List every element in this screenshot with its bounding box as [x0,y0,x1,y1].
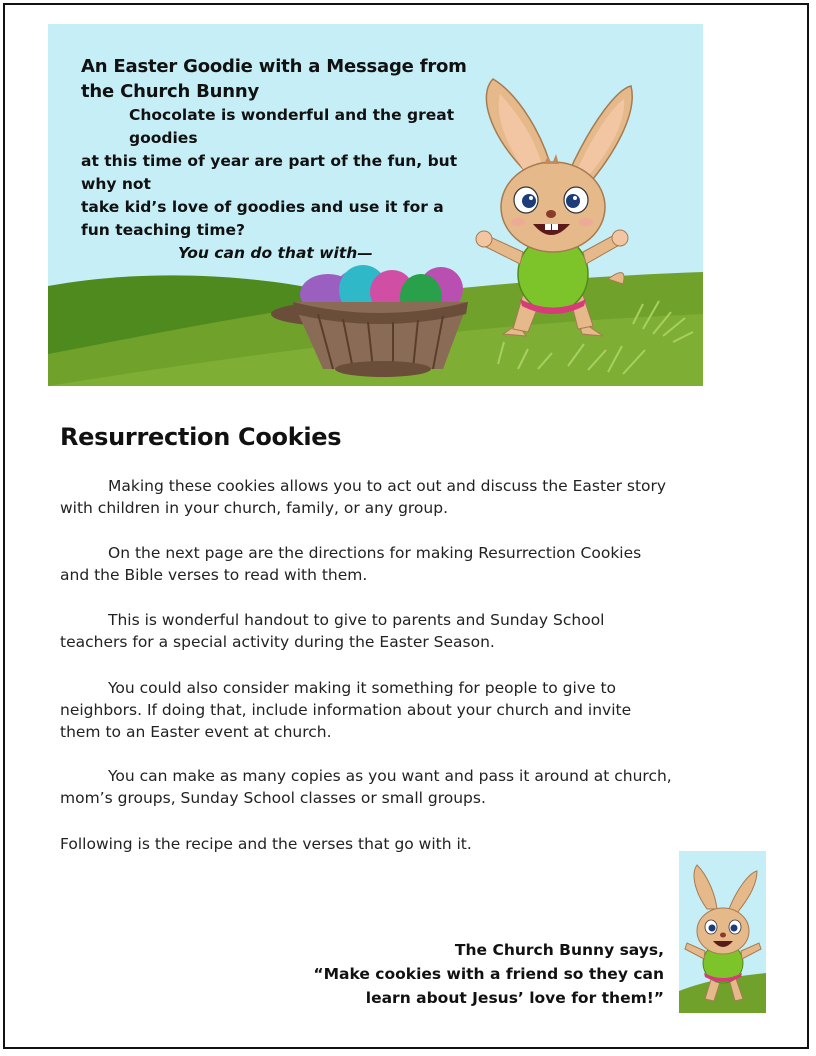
header-banner [48,24,703,386]
church-bunny-quote [313,938,664,1010]
quote-line-3: learn about Jesus’ love for them!” [365,989,664,1007]
paragraph-text: Making these cookies allows you to act out and discuss the Easter story with children in your church, family, or any group. [60,477,667,517]
banner-title-line-2: the Church Bunny [81,81,260,102]
paragraph-text: This is wonderful handout to give to parents and Sunday School teachers for a special activity during the Easter Season. [60,611,605,651]
banner-call-to-action: You can do that with— [178,244,373,262]
paragraph-text: On the next page are the directions for making Resurrection Cookies and the Bible verses to read with them. [60,544,642,584]
quote-line-1: The Church Bunny says, [454,941,664,959]
paragraph [60,609,675,653]
banner-body-line: at this time of year are part of the fun, but why not [81,152,458,193]
paragraph-text: You could also consider making it something for people to give to neighbors. If doing that, include information about your church and invite them to an Easter event at church. [60,679,632,741]
banner-body-line: Chocolate is wonderful and the great goodies [129,106,455,147]
banner-text [81,54,481,265]
banner-body-line: take kid’s love of goodies and use it for a [81,198,444,216]
article-title: Resurrection Cookies [60,423,342,451]
banner-body [81,104,481,265]
banner-title [81,54,481,104]
paragraph-text: You can make as many copies as you want and pass it around at church, mom’s groups, Sunday School classes or small groups. [60,767,672,807]
banner-body-line: fun teaching time? [81,221,246,239]
banner-title-line-1: An Easter Goodie with a Message from [81,56,467,77]
quote-line-2: “Make cookies with a friend so they can [313,965,664,983]
paragraph [60,542,675,586]
paragraph-text: Following is the recipe and the verses that go with it. [60,835,472,853]
paragraph [60,677,675,743]
closing-paragraph [60,833,675,855]
bunny-icon [679,851,766,1013]
paragraph [60,765,675,809]
paragraph [60,475,675,519]
small-bunny-image [679,851,766,1013]
